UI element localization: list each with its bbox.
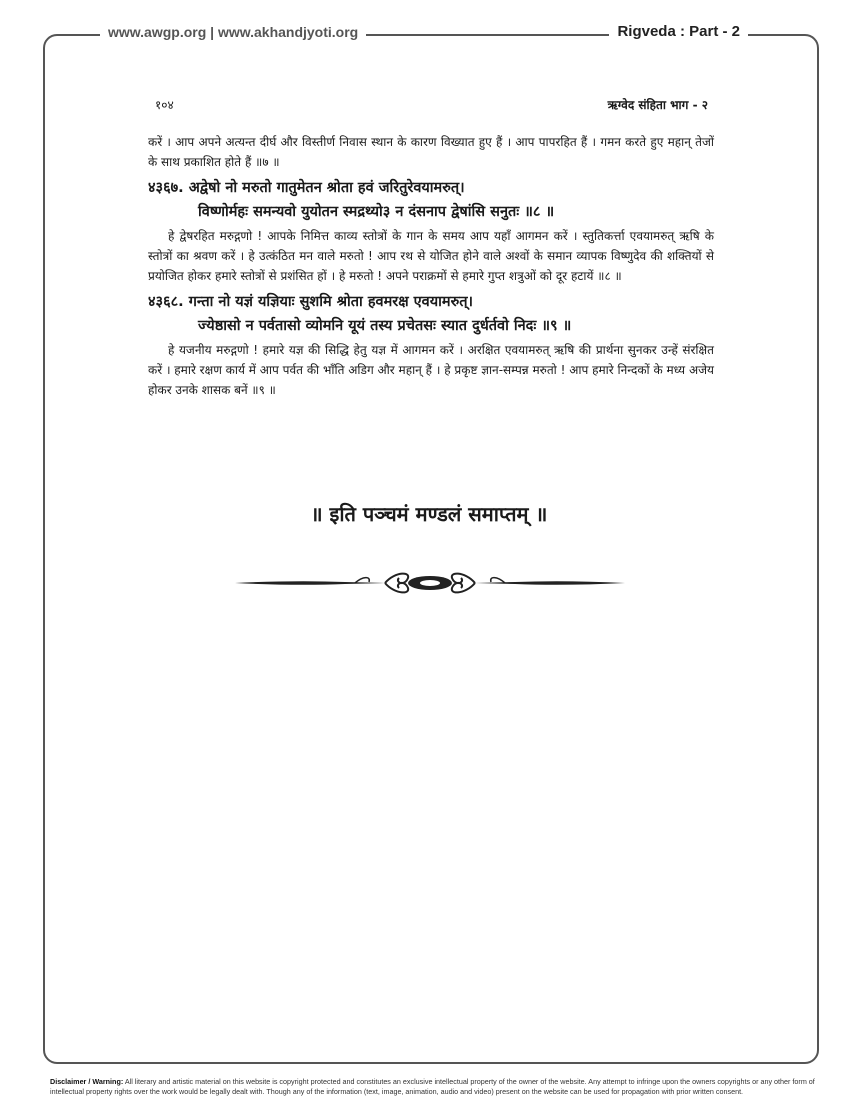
- main-content: [148, 132, 714, 400]
- verse-4368: [148, 290, 714, 338]
- disclaimer: [50, 1077, 825, 1097]
- translation-paragraph: हे द्वेषरहित मरुद्गणो ! आपके निमित्त काव्य स्तोत्रों के गान के समय आप यहाँ आगमन करें । स्तुतिकर्त्ता एवयामरुत् ऋषि के स्तोत्रों का श्रवण करें । हे उत्कंठित मन वाले मरुतो ! आप रथ से योजित होने वाले अश्वों के समान व्यापक विष्णुदेव की शक्तियों से प्रयोजित होकर हमारे स्तोत्रों से प्रशंसित हों । हे मरुतो ! अपने पराक्रमों से हमारे गुप्त शत्रुओं को दूर हटायें ॥८ ॥: [148, 229, 714, 283]
- verse-line: ४३६७. अद्वेषो नो मरुतो गातुमेतन श्रोता हवं जरितुरेवयामरुत्।: [148, 180, 465, 196]
- translation-paragraph: हे यजनीय मरुद्गणो ! हमारे यज्ञ की सिद्धि हेतु यज्ञ में आगमन करें । अरक्षित एवयामरुत् ऋषि की प्रार्थना सुनकर उन्हें संरक्षित करें । हमारे रक्षण कार्य में आप पर्वत की भाँति अडिग और महान् हैं । हे प्रकृष्ट ज्ञान-सम्पन्न मरुतो ! आप हमारे निन्दकों के मध्य अजेय होकर उनके शासक बनें ॥९ ॥: [148, 343, 714, 397]
- disclaimer-text: All literary and artistic material on this website is copyright protected and constitutes an exclusive intellectual property of the owner of the website. Any attempt to infringe upon the owners copyrights or any other form of intellectual property rights over the work would be legally dealt with. Though any of the information (text, image, animation, audio and video) present on the website can be used for propagation with prior written consent.: [50, 1077, 815, 1096]
- decorative-divider-icon: [235, 568, 625, 602]
- page-number: १०४: [155, 98, 174, 112]
- mandala-closing: ॥ इति पञ्चमं मण्डलं समाप्तम् ॥: [310, 502, 548, 526]
- verse-line: ४३६८. गन्ता नो यज्ञं यज्ञियाः सुशमि श्रोता हवमरक्ष एवयामरुत्।: [148, 294, 474, 310]
- verse-line: विष्णोर्महः समन्यवो युयोतन स्मद्रथ्यो३ न दंसनाप द्वेषांसि सनुतः ॥८ ॥: [198, 204, 555, 220]
- website-header: www.awgp.org | www.akhandjyoti.org: [100, 24, 366, 40]
- book-title: Rigveda : Part - 2: [609, 23, 748, 40]
- disclaimer-label: Disclaimer / Warning:: [50, 1077, 124, 1086]
- verse-line: ज्येष्ठासो न पर्वतासो व्योमनि यूयं तस्य प्रचेतसः स्यात दुर्धर्तवो निदः ॥९ ॥: [198, 318, 572, 334]
- intro-paragraph: करें । आप अपने अत्यन्त दीर्घ और विस्तीर्ण निवास स्थान के कारण विख्यात हुए हैं । आप पापरहित हैं । गमन करते हुए महान् तेजों के साथ प्रकाशित होते हैं ॥७ ॥: [148, 135, 714, 169]
- verse-4367: [148, 176, 714, 224]
- running-head: ऋग्वेद संहिता भाग - २: [607, 98, 708, 112]
